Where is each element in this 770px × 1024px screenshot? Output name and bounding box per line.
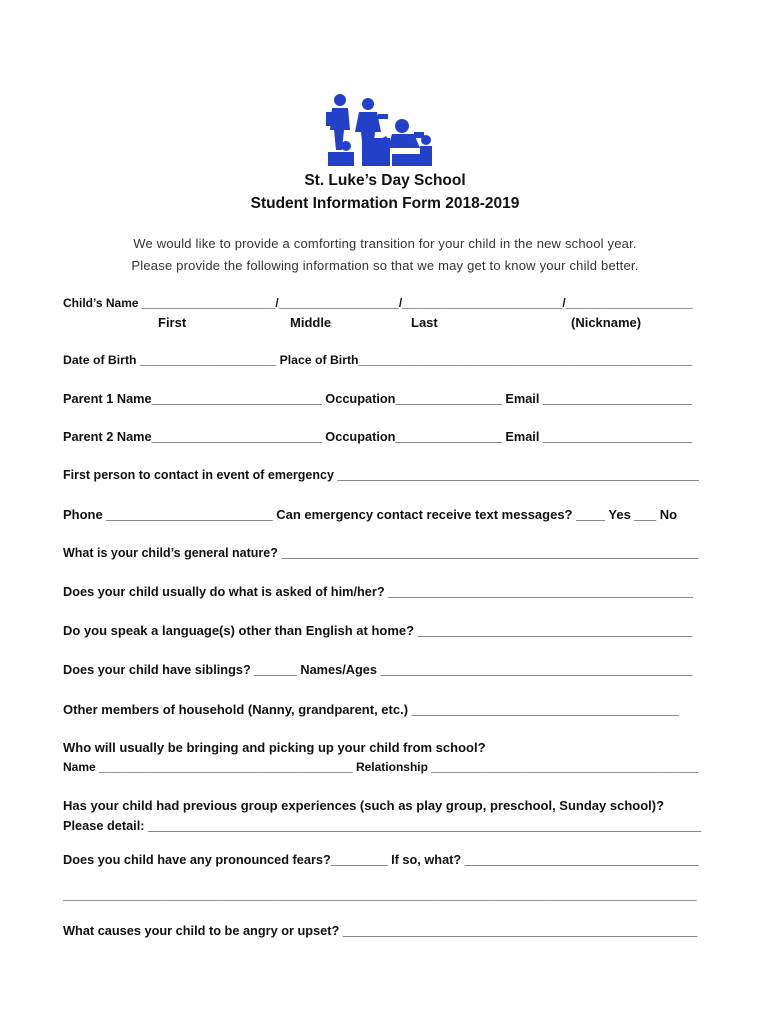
other-language-field[interactable]: Do you speak a language(s) other than English at home? ______________________________________ (63, 623, 693, 638)
fears-field[interactable]: Does you child have any pronounced fears?________ If so, what? _________________________________ (63, 852, 699, 867)
school-name: St. Luke’s Day School (304, 172, 466, 189)
intro-line-1: We would like to provide a comforting transition for your child in the new school year. (133, 236, 637, 251)
label-first: First (158, 315, 187, 330)
form-title: Student Information Form 2018-2019 (250, 195, 520, 212)
childs-name-field[interactable]: Child’s Name ____________________/__________________/________________________/___________________ (63, 296, 693, 310)
bringing-name-field[interactable]: Name ______________________________________ Relationship ________________________________________ (63, 760, 699, 774)
siblings-field[interactable]: Does your child have siblings? ______ Names/Ages ____________________________________________ (63, 662, 693, 677)
label-nickname: (Nickname) (571, 315, 642, 330)
group-experience-question: Has your child had previous group experiences (such as play group, preschool, Sunday school)? (63, 798, 665, 813)
does-what-asked-field[interactable]: Does your child usually do what is asked of him/her? ___________________________________________ (63, 584, 694, 599)
bringing-question: Who will usually be bringing and picking up your child from school? (63, 740, 486, 755)
parent-2-field[interactable]: Parent 2 Name________________________ Occupation_______________ Email _____________________ (63, 429, 692, 444)
angry-field[interactable]: What causes your child to be angry or upset? __________________________________________________ (63, 923, 698, 938)
label-last: Last (411, 315, 438, 330)
group-detail-field[interactable]: Please detail: ______________________________________________________________________________ (63, 818, 702, 833)
general-nature-field[interactable]: What is your child’s general nature? ____________________________________________________________ (63, 546, 699, 560)
household-field[interactable]: Other members of household (Nanny, grandparent, etc.) _____________________________________ (63, 702, 680, 717)
date-of-birth-field[interactable]: Date of Birth ____________________ Place of Birth_________________________________________________ (63, 353, 693, 367)
parent-1-field[interactable]: Parent 1 Name________________________ Occupation_______________ Email _____________________ (63, 391, 692, 406)
school-logo-icon (326, 92, 438, 170)
intro-line-2: Please provide the following information so that we may get to know your child better. (131, 258, 639, 273)
fears-extra-line[interactable]: _____________________________________________________________________________________________ (63, 888, 697, 902)
label-middle: Middle (290, 315, 332, 330)
emergency-contact-field[interactable]: First person to contact in event of emergency ____________________________________________________ (63, 468, 699, 482)
phone-field[interactable]: Phone _______________________ Can emergency contact receive text messages? ____ Yes ___ No (63, 507, 678, 522)
